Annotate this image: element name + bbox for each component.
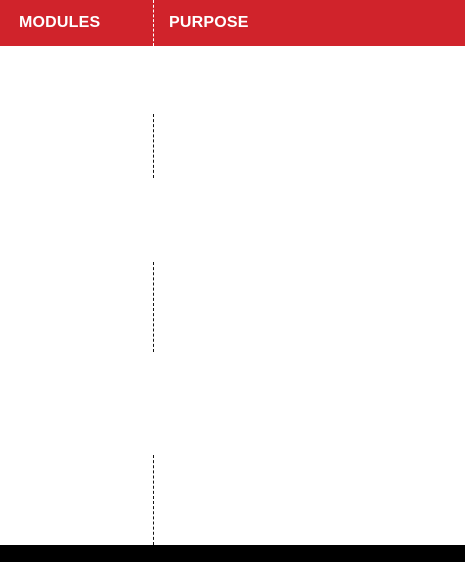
column-header-modules: MODULES: [19, 14, 101, 31]
table-header: [0, 0, 465, 46]
column-header-purpose: PURPOSE: [169, 14, 249, 31]
row-divider: [153, 114, 154, 178]
row-divider: [153, 262, 154, 352]
footer-bar: [0, 545, 465, 562]
row-divider: [153, 455, 154, 545]
header-divider: [153, 0, 154, 46]
